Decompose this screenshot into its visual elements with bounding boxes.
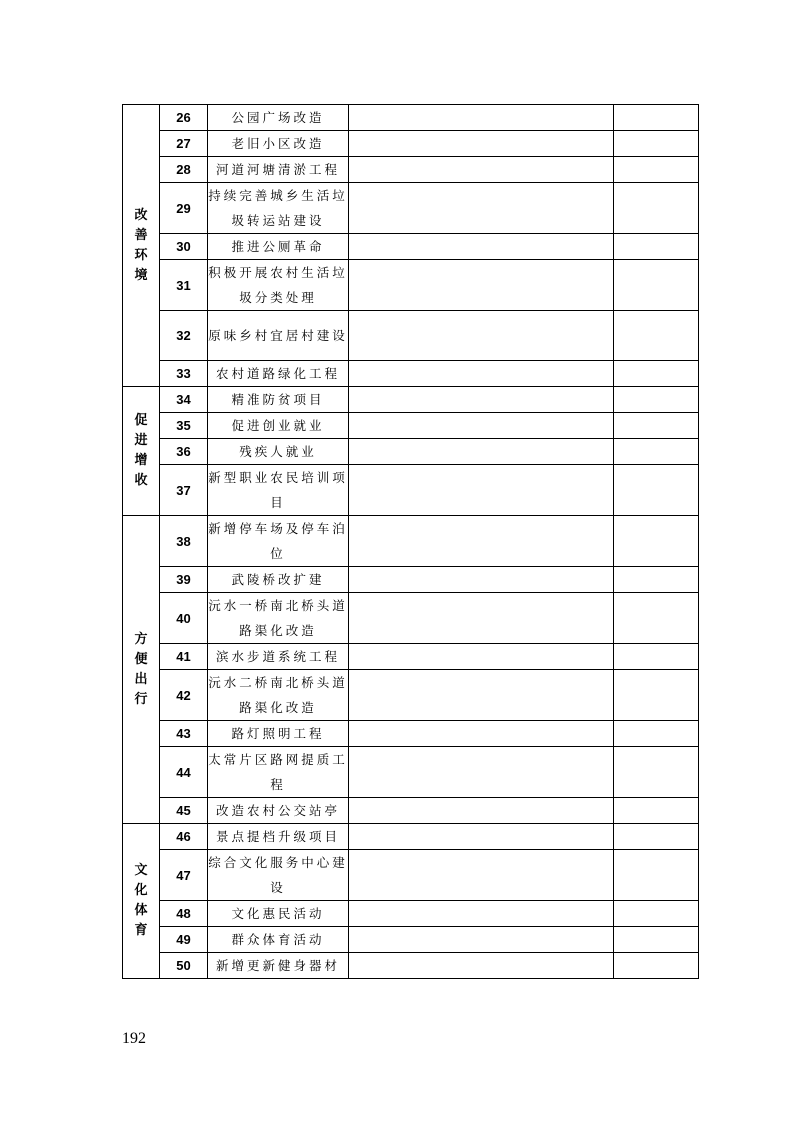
empty-remarks-cell — [614, 131, 699, 157]
project-name: 群众体育活动 — [208, 927, 349, 953]
page-number: 192 — [122, 1030, 146, 1047]
empty-remarks-cell — [614, 850, 699, 901]
table-row — [123, 413, 699, 439]
category-label: 方便出行 — [134, 631, 148, 707]
empty-content-cell — [349, 413, 614, 439]
table-row — [123, 670, 699, 721]
empty-remarks-cell — [614, 105, 699, 131]
table-row — [123, 311, 699, 361]
table-row — [123, 260, 699, 311]
project-name: 持续完善城乡生活垃圾转运站建设 — [208, 183, 349, 234]
empty-remarks-cell — [614, 311, 699, 361]
empty-content-cell — [349, 953, 614, 979]
table-row — [123, 850, 699, 901]
project-name: 沅水二桥南北桥头道路渠化改造 — [208, 670, 349, 721]
item-number: 36 — [160, 439, 208, 465]
table-row — [123, 927, 699, 953]
empty-content-cell — [349, 260, 614, 311]
table-body — [123, 105, 699, 979]
empty-remarks-cell — [614, 747, 699, 798]
item-number: 32 — [160, 311, 208, 361]
table-row — [123, 567, 699, 593]
table-row — [123, 747, 699, 798]
project-name: 老旧小区改造 — [208, 131, 349, 157]
empty-content-cell — [349, 567, 614, 593]
item-number: 45 — [160, 798, 208, 824]
project-name: 原味乡村宜居村建设 — [208, 311, 349, 361]
category-cell — [123, 105, 160, 387]
table-row — [123, 824, 699, 850]
empty-remarks-cell — [614, 183, 699, 234]
table-row — [123, 105, 699, 131]
empty-remarks-cell — [614, 234, 699, 260]
empty-remarks-cell — [614, 361, 699, 387]
project-table — [122, 104, 699, 979]
item-number: 38 — [160, 516, 208, 567]
empty-content-cell — [349, 516, 614, 567]
item-number: 39 — [160, 567, 208, 593]
table-row — [123, 361, 699, 387]
empty-content-cell — [349, 824, 614, 850]
empty-content-cell — [349, 644, 614, 670]
empty-remarks-cell — [614, 567, 699, 593]
category-label: 促进增收 — [134, 413, 148, 488]
item-number: 31 — [160, 260, 208, 311]
table-row — [123, 183, 699, 234]
project-name: 改造农村公交站亭 — [208, 798, 349, 824]
empty-remarks-cell — [614, 644, 699, 670]
item-number: 50 — [160, 953, 208, 979]
table-row — [123, 644, 699, 670]
project-name: 农村道路绿化工程 — [208, 361, 349, 387]
item-number: 40 — [160, 593, 208, 644]
project-name: 河道河塘清淤工程 — [208, 157, 349, 183]
project-name: 太常片区路网提质工程 — [208, 747, 349, 798]
category-cell — [123, 824, 160, 979]
item-number: 35 — [160, 413, 208, 439]
table-row — [123, 953, 699, 979]
empty-content-cell — [349, 927, 614, 953]
project-name: 公园广场改造 — [208, 105, 349, 131]
empty-content-cell — [349, 850, 614, 901]
empty-remarks-cell — [614, 413, 699, 439]
empty-remarks-cell — [614, 157, 699, 183]
empty-content-cell — [349, 721, 614, 747]
item-number: 42 — [160, 670, 208, 721]
empty-content-cell — [349, 361, 614, 387]
empty-content-cell — [349, 105, 614, 131]
empty-content-cell — [349, 183, 614, 234]
project-name: 残疾人就业 — [208, 439, 349, 465]
project-name: 新型职业农民培训项目 — [208, 465, 349, 516]
empty-content-cell — [349, 439, 614, 465]
table-row — [123, 721, 699, 747]
empty-remarks-cell — [614, 901, 699, 927]
project-name: 路灯照明工程 — [208, 721, 349, 747]
item-number: 41 — [160, 644, 208, 670]
empty-content-cell — [349, 901, 614, 927]
empty-content-cell — [349, 670, 614, 721]
category-label: 改善环境 — [134, 207, 148, 283]
category-cell — [123, 516, 160, 824]
table-row — [123, 901, 699, 927]
project-name: 精准防贫项目 — [208, 387, 349, 413]
empty-content-cell — [349, 131, 614, 157]
item-number: 37 — [160, 465, 208, 516]
empty-content-cell — [349, 798, 614, 824]
table-row — [123, 157, 699, 183]
table-row — [123, 593, 699, 644]
project-name: 推进公厕革命 — [208, 234, 349, 260]
table-row — [123, 387, 699, 413]
table-row — [123, 131, 699, 157]
empty-remarks-cell — [614, 953, 699, 979]
category-label: 文化体育 — [134, 863, 148, 938]
item-number: 34 — [160, 387, 208, 413]
empty-content-cell — [349, 311, 614, 361]
item-number: 26 — [160, 105, 208, 131]
item-number: 44 — [160, 747, 208, 798]
empty-content-cell — [349, 387, 614, 413]
empty-remarks-cell — [614, 593, 699, 644]
item-number: 49 — [160, 927, 208, 953]
table-row — [123, 516, 699, 567]
empty-content-cell — [349, 593, 614, 644]
project-name: 新增停车场及停车泊位 — [208, 516, 349, 567]
item-number: 27 — [160, 131, 208, 157]
project-name: 促进创业就业 — [208, 413, 349, 439]
empty-remarks-cell — [614, 721, 699, 747]
item-number: 48 — [160, 901, 208, 927]
empty-remarks-cell — [614, 260, 699, 311]
table-row — [123, 234, 699, 260]
item-number: 43 — [160, 721, 208, 747]
project-name: 新增更新健身器材 — [208, 953, 349, 979]
table-row — [123, 798, 699, 824]
empty-content-cell — [349, 747, 614, 798]
project-name: 景点提档升级项目 — [208, 824, 349, 850]
project-name: 文化惠民活动 — [208, 901, 349, 927]
empty-remarks-cell — [614, 387, 699, 413]
project-name: 滨水步道系统工程 — [208, 644, 349, 670]
table-row — [123, 439, 699, 465]
empty-remarks-cell — [614, 465, 699, 516]
empty-remarks-cell — [614, 798, 699, 824]
empty-remarks-cell — [614, 439, 699, 465]
item-number: 29 — [160, 183, 208, 234]
table-row — [123, 465, 699, 516]
item-number: 28 — [160, 157, 208, 183]
item-number: 30 — [160, 234, 208, 260]
project-name: 综合文化服务中心建设 — [208, 850, 349, 901]
empty-remarks-cell — [614, 516, 699, 567]
empty-content-cell — [349, 157, 614, 183]
empty-remarks-cell — [614, 670, 699, 721]
project-name: 积极开展农村生活垃圾分类处理 — [208, 260, 349, 311]
item-number: 33 — [160, 361, 208, 387]
empty-remarks-cell — [614, 927, 699, 953]
project-name: 武陵桥改扩建 — [208, 567, 349, 593]
item-number: 46 — [160, 824, 208, 850]
item-number: 47 — [160, 850, 208, 901]
project-name: 沅水一桥南北桥头道路渠化改造 — [208, 593, 349, 644]
category-cell — [123, 387, 160, 516]
empty-content-cell — [349, 234, 614, 260]
empty-content-cell — [349, 465, 614, 516]
empty-remarks-cell — [614, 824, 699, 850]
